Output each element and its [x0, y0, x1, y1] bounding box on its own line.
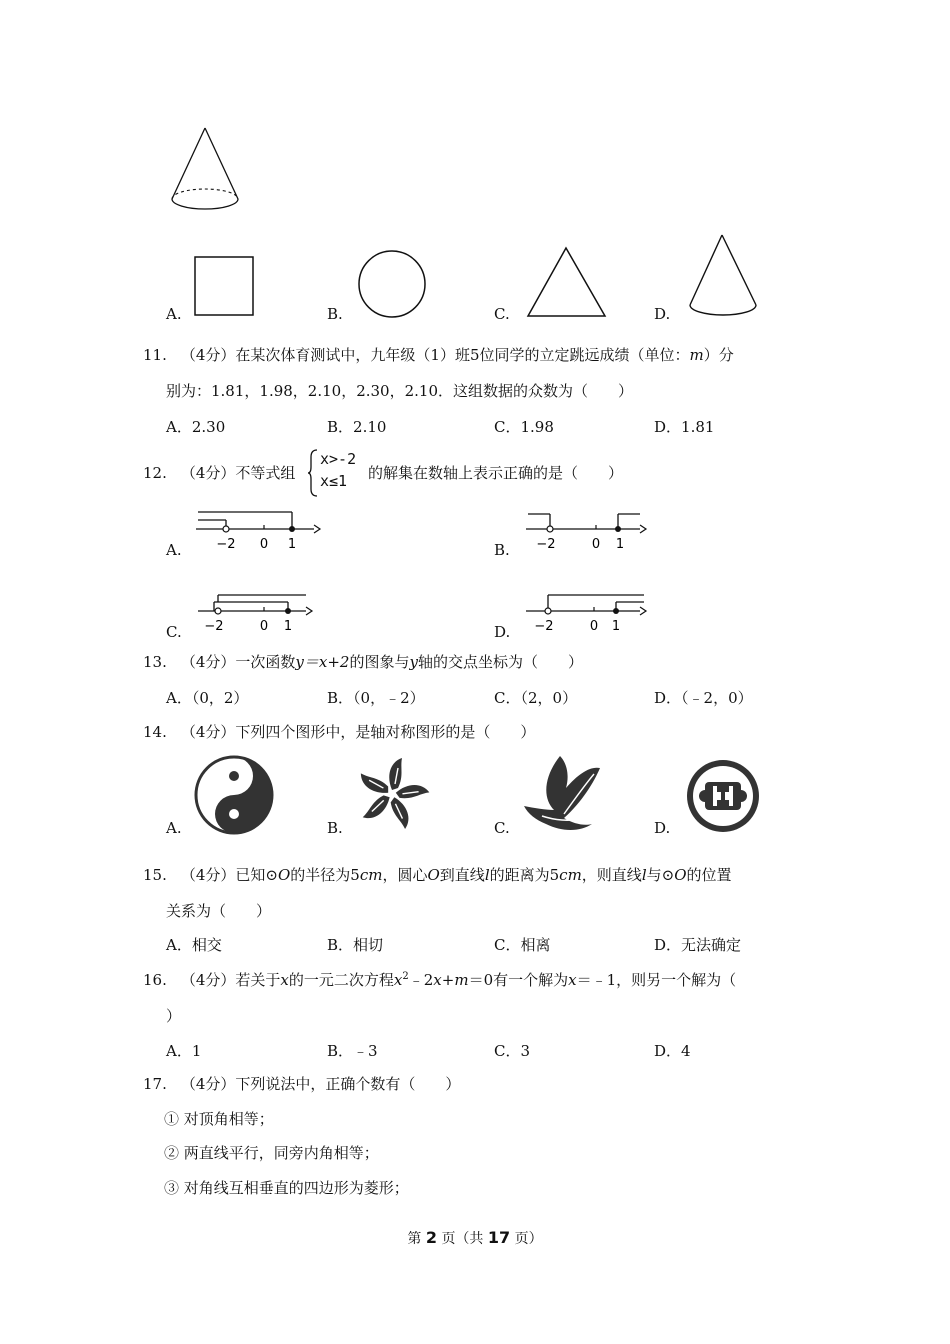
q11-option-c[interactable]: C．1.98 — [494, 418, 554, 436]
q11-stem-line2: 别为：1.81，1.98，2.10，2.30，2.10．这组数据的众数为（ ） — [166, 382, 633, 400]
q12-a-tick-neg2: −2 — [216, 537, 236, 552]
q16-points: （4分） — [180, 971, 236, 989]
q12-points: （4分） — [180, 464, 236, 482]
coin-icon — [683, 756, 763, 836]
q13-text-2: 的图象与 — [349, 653, 410, 671]
q10-option-c-triangle — [526, 246, 608, 320]
q13-expression: y＝x+2 — [295, 653, 350, 671]
q16-option-a[interactable]: A．1 — [166, 1042, 202, 1060]
q16-text-4: + — [441, 971, 455, 989]
q12-text-1: 不等式组 — [235, 464, 296, 482]
flower-icon — [352, 754, 432, 834]
q16-text-3: ﹣2 — [408, 971, 434, 989]
q11-option-d[interactable]: D．1.81 — [654, 418, 715, 436]
q15-o1: O — [277, 866, 291, 884]
q14-option-b-label[interactable]: B. — [327, 819, 343, 837]
q16-option-b[interactable]: B．﹣3 — [327, 1042, 378, 1060]
q17-number: 17. — [143, 1075, 167, 1093]
q14-option-a-label[interactable]: A. — [166, 819, 182, 837]
q16-number: 16. — [143, 971, 167, 989]
q12-option-b-label[interactable]: B. — [494, 541, 510, 559]
q12-b-tick-neg2: −2 — [536, 537, 556, 552]
q12-c-tick-1: 1 — [283, 619, 293, 634]
q15-option-b[interactable]: B．相切 — [327, 936, 384, 954]
q12-text-2: 的解集在数轴上表示正确的是（ ） — [368, 464, 624, 482]
q17-item-2: ② 两直线平行，同旁内角相等； — [164, 1144, 379, 1162]
q15-option-a[interactable]: A．相交 — [166, 936, 222, 954]
q15-text-8: 的位置 — [686, 866, 732, 884]
q12-option-a-label[interactable]: A. — [166, 541, 182, 559]
q10-option-c-label[interactable]: C. — [494, 305, 510, 323]
q10-option-d-cone — [688, 233, 760, 319]
q15-text-7: 与⊙ — [646, 866, 675, 884]
q12-a-tick-1: 1 — [287, 537, 297, 552]
q14-stem — [143, 722, 535, 742]
q10-option-a-square — [194, 256, 256, 318]
q15-points: （4分） — [180, 866, 236, 884]
q11-points: （4分） — [180, 346, 236, 364]
q17-text: 下列说法中，正确个数有（ ） — [235, 1075, 461, 1093]
footer-prefix: 第 — [407, 1231, 422, 1247]
q11-option-a[interactable]: A．2.30 — [166, 418, 226, 436]
q15-text-2: 的半径为5 — [290, 866, 360, 884]
q15-cm2: cm — [559, 866, 582, 884]
q13-option-b[interactable]: B．（0，﹣2） — [327, 689, 425, 707]
footer-total-pages: 17 — [487, 1228, 511, 1247]
q12-brace — [307, 449, 319, 497]
q12-option-d-numberline — [526, 590, 648, 634]
q12-option-c-label[interactable]: C. — [166, 623, 182, 641]
q11-unit: m — [689, 346, 704, 364]
q13-option-d[interactable]: D．（﹣2，0） — [654, 689, 753, 707]
q13-number: 13. — [143, 653, 167, 671]
q13-points: （4分） — [180, 653, 236, 671]
q17-points: （4分） — [180, 1075, 236, 1093]
q12-inequality-1: x>-2 — [320, 450, 357, 468]
q15-stem-line2: 关系为（ ） — [166, 902, 272, 920]
q16-m: m — [454, 971, 469, 989]
q16-x3: x — [568, 971, 577, 989]
q17-item-1: ① 对顶角相等； — [164, 1110, 274, 1128]
q12-d-tick-0: 0 — [589, 619, 599, 634]
q12-number: 12. — [143, 464, 167, 482]
yin-yang-icon — [193, 754, 275, 836]
footer-middle: 页（共 — [441, 1231, 484, 1247]
q15-text-1: 已知⊙ — [235, 866, 278, 884]
q15-cm1: cm — [359, 866, 383, 884]
q13-option-c[interactable]: C．（2，0） — [494, 689, 578, 707]
q16-option-d[interactable]: D．4 — [654, 1042, 691, 1060]
q14-option-d-label[interactable]: D. — [654, 819, 671, 837]
q12-c-tick-neg2: −2 — [204, 619, 224, 634]
q12-option-a-numberline — [196, 508, 321, 552]
q10-option-b-circle — [358, 250, 428, 320]
q12-a-tick-0: 0 — [259, 537, 269, 552]
q16-text-5: ＝0有一个解为 — [468, 971, 569, 989]
q15-option-d[interactable]: D．无法确定 — [654, 936, 742, 954]
q15-l2: l — [641, 866, 647, 884]
q16-x2: x — [433, 971, 442, 989]
q15-text-5: 的距离为5 — [489, 866, 560, 884]
q12-b-tick-0: 0 — [591, 537, 601, 552]
q15-l1: l — [484, 866, 490, 884]
q15-number: 15. — [143, 866, 167, 884]
q16-text-2: 的一元二次方程 — [288, 971, 394, 989]
q11-number: 11. — [143, 346, 167, 364]
q12-option-c-numberline — [198, 590, 313, 634]
q15-text-3: ，圆心 — [382, 866, 428, 884]
q16-option-c[interactable]: C．3 — [494, 1042, 531, 1060]
q16-exponent: 2 — [402, 971, 409, 982]
q14-number: 14. — [143, 723, 167, 741]
q11-text-2: ）分 — [703, 346, 734, 364]
q12-option-d-label[interactable]: D. — [494, 623, 511, 641]
q14-option-c-label[interactable]: C. — [494, 819, 510, 837]
q15-text-6: ，则直线 — [581, 866, 642, 884]
q13-text-1: 一次函数 — [235, 653, 296, 671]
q16-x-squared: x — [393, 971, 403, 989]
footer-suffix: 页） — [514, 1231, 543, 1247]
q11-stem-line1 — [143, 345, 734, 365]
q16-text-1: 若关于 — [235, 971, 281, 989]
q11-text-1: 在某次体育测试中，九年级（1）班5位同学的立定跳远成绩（单位： — [235, 346, 690, 364]
q17-item-3: ③ 对角线互相垂直的四边形为菱形； — [164, 1179, 409, 1197]
q13-axis: y — [409, 653, 418, 671]
footer-page-number: 2 — [425, 1228, 437, 1247]
q12-c-tick-0: 0 — [259, 619, 269, 634]
q17-stem — [143, 1074, 460, 1094]
q16-stem-line1 — [143, 970, 736, 990]
q12-d-tick-1: 1 — [611, 619, 621, 634]
q10-option-d-label[interactable]: D. — [654, 305, 671, 323]
q14-points: （4分） — [180, 723, 236, 741]
q13-stem — [143, 652, 583, 672]
q12-stem — [143, 463, 295, 483]
q12-inequality-2: x≤1 — [320, 472, 348, 490]
q15-text-4: 到直线 — [439, 866, 485, 884]
q13-text-3: 轴的交点坐标为（ ） — [417, 653, 583, 671]
q15-o3: O — [674, 866, 687, 884]
q16-var: x — [280, 971, 289, 989]
q16-text-6: ＝﹣1，则另一个解为（ — [576, 971, 737, 989]
q12-option-b-numberline — [526, 508, 648, 552]
q12-d-tick-neg2: −2 — [534, 619, 554, 634]
page-footer — [0, 1228, 950, 1248]
q11-option-b[interactable]: B．2.10 — [327, 418, 387, 436]
q15-o2: O — [427, 866, 440, 884]
cone-figure — [168, 126, 243, 216]
q16-stem-line2: ） — [166, 1007, 182, 1025]
q14-text: 下列四个图形中，是轴对称图形的是（ ） — [235, 723, 536, 741]
q12-b-tick-1: 1 — [615, 537, 625, 552]
q10-option-a-label[interactable]: A. — [166, 305, 182, 323]
swoosh-icon — [520, 752, 604, 834]
q10-option-b-label[interactable]: B. — [327, 305, 343, 323]
q12-inequality-system — [320, 448, 356, 492]
q15-option-c[interactable]: C．相离 — [494, 936, 551, 954]
q15-stem-line1 — [143, 865, 732, 885]
q13-option-a[interactable]: A．（0，2） — [166, 689, 249, 707]
